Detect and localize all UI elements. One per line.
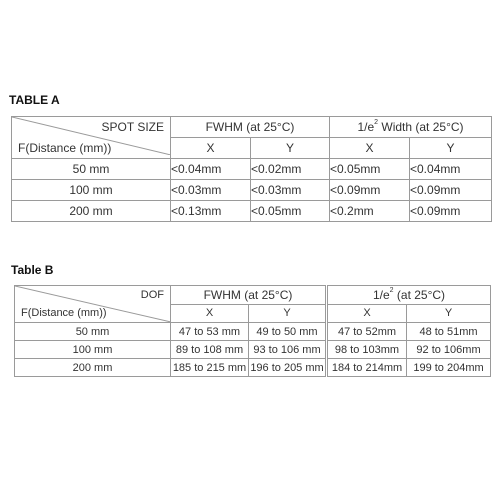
spot-size-label: SPOT SIZE [101,120,164,134]
value-cell: <0.2mm [330,201,410,222]
value-cell: <0.05mm [330,159,410,180]
value-cell: 184 to 214mm [327,359,407,377]
value-cell: 185 to 215 mm [171,359,249,377]
table-row [15,359,491,377]
distance-cell: 100 mm [12,180,171,201]
value-cell: <0.03mm [251,180,330,201]
value-cell: <0.05mm [251,201,330,222]
value-cell: <0.09mm [410,201,492,222]
width-header: $1/e^2$ Width (at 25°C) [330,117,492,138]
table-row [12,180,492,201]
table-row [15,341,491,359]
value-cell: 98 to 103mm [327,341,407,359]
distance-cell: 100 mm [15,341,171,359]
fwhm-header: FWHM (at 25°C) [171,117,330,138]
table-row [15,323,491,341]
sub-header-x: X [330,138,410,159]
table-a-title: TABLE A [9,93,60,107]
value-cell: 93 to 106 mm [249,341,327,359]
sub-header-y: Y [251,138,330,159]
distance-label: F(Distance (mm)) [18,141,112,155]
table-row [12,201,492,222]
sub-header-x: X [171,138,251,159]
value-cell: <0.09mm [330,180,410,201]
value-cell: <0.04mm [410,159,492,180]
dof-label: DOF [140,289,164,301]
table-a [11,116,492,222]
table-b [14,285,491,377]
distance-cell: 50 mm [15,323,171,341]
value-cell: <0.04mm [171,159,251,180]
distance-cell: 200 mm [12,201,171,222]
sub-header-y: Y [249,304,327,323]
value-cell: 89 to 108 mm [171,341,249,359]
sub-header-x: X [327,304,407,323]
value-cell: 92 to 106mm [407,341,491,359]
table-b-title: Table B [11,263,54,277]
distance-cell: 50 mm [12,159,171,180]
value-cell: 196 to 205 mm [249,359,327,377]
value-cell: 199 to 204mm [407,359,491,377]
fwhm-header: FWHM (at 25°C) [171,286,327,305]
value-cell: <0.02mm [251,159,330,180]
value-cell: 47 to 52mm [327,323,407,341]
value-cell: 49 to 50 mm [249,323,327,341]
value-cell: 47 to 53 mm [171,323,249,341]
sub-header-y: Y [407,304,491,323]
inverse-e-squared-header: $1/e^2$ (at 25°C) [327,286,491,305]
value-cell: 48 to 51mm [407,323,491,341]
value-cell: <0.13mm [171,201,251,222]
distance-cell: 200 mm [15,359,171,377]
distance-label: F(Distance (mm)) [21,307,107,319]
table-row [12,159,492,180]
sub-header-x: X [171,304,249,323]
table-a-corner-header [12,117,171,159]
value-cell: <0.03mm [171,180,251,201]
value-cell: <0.09mm [410,180,492,201]
sub-header-y: Y [410,138,492,159]
table-b-corner-header [15,286,171,323]
